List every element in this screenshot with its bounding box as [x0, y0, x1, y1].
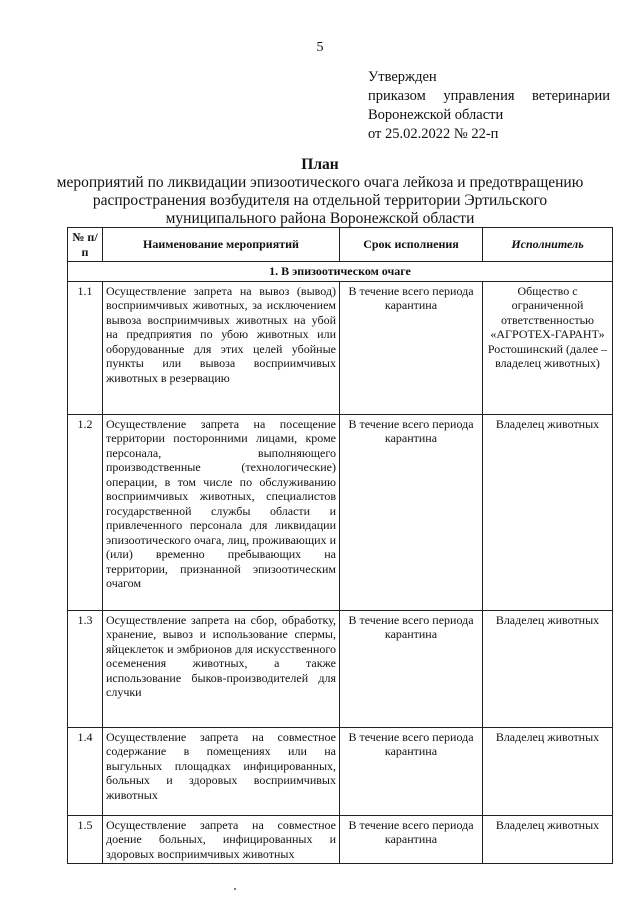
- table-row: [68, 281, 613, 414]
- section-row: [68, 262, 613, 282]
- row-num: 1.3: [68, 610, 103, 727]
- approval-line-3: Воронежской области: [368, 107, 504, 123]
- row-executor: Общество с ограниченной ответственностью «АГРОТЕХ-ГАРАНТ» Ростошинский (далее – владелец животных): [483, 281, 613, 414]
- row-desc: Осуществление запрета на совместное доение больных, инфицированных и здоровых восприимчивых животных: [103, 815, 340, 864]
- row-executor: Владелец животных: [483, 727, 613, 815]
- row-term: В течение всего периода карантина: [340, 610, 483, 727]
- row-num: 1.5: [68, 815, 103, 864]
- table-row: [68, 414, 613, 610]
- plan-table: [67, 227, 613, 864]
- approval-line-2: приказом управления ветеринарии: [368, 88, 610, 104]
- row-term: В течение всего периода карантина: [340, 727, 483, 815]
- row-term: В течение всего периода карантина: [340, 281, 483, 414]
- table-row: [68, 727, 613, 815]
- row-num: 1.2: [68, 414, 103, 610]
- plan-subtitle: мероприятий по ликвидации эпизоотического очага лейкоза и предотвращению распространения возбудителя на отдельной территории Эртильского муниципального района Воронежской области: [56, 174, 584, 227]
- scan-dot: [234, 888, 236, 890]
- approval-line-4: от 25.02.2022 № 22-п: [368, 126, 499, 142]
- row-num: 1.1: [68, 281, 103, 414]
- header-name: Наименование мероприятий: [103, 228, 340, 262]
- row-executor: Владелец животных: [483, 610, 613, 727]
- header-term: Срок исполнения: [340, 228, 483, 262]
- row-executor: Владелец животных: [483, 414, 613, 610]
- approval-block: [368, 68, 610, 144]
- table-row: [68, 610, 613, 727]
- table-header-row: [68, 228, 613, 262]
- section-title: 1. В эпизоотическом очаге: [68, 262, 613, 282]
- row-num: 1.4: [68, 727, 103, 815]
- header-executor: Исполнитель: [483, 228, 613, 262]
- row-term: В течение всего периода карантина: [340, 815, 483, 864]
- row-executor: Владелец животных: [483, 815, 613, 864]
- row-term: В течение всего периода карантина: [340, 414, 483, 610]
- page-number: 5: [316, 40, 324, 55]
- table-row: [68, 815, 613, 864]
- row-desc: Осуществление запрета на сбор, обработку, хранение, вывоз и использование спермы, яйцеклеток и эмбрионов для искусственного осеменения животных, а также использование быков-производителей для случки: [103, 610, 340, 727]
- row-desc: Осуществление запрета на посещение территории посторонними лицами, кроме персонала, выполняющего производственные (технологические) операции, в том числе по обслуживанию восприимчивых животных, специалистов государственной службы области и привлеченного персонала для ликвидации эпизоотического очага, лиц, проживающих и (или) временно пребывающих на территории, признанной эпизоотическим очагом: [103, 414, 340, 610]
- approval-line-1: Утвержден: [368, 69, 437, 85]
- header-num: № п/п: [68, 228, 103, 262]
- row-desc: Осуществление запрета на совместное содержание в помещениях или на выгульных площадках инфицированных, больных и здоровых восприимчивых животных: [103, 727, 340, 815]
- plan-title: План: [301, 156, 339, 173]
- row-desc: Осуществление запрета на вывоз (вывод) восприимчивых животных, за исключением вывоза восприимчивых животных на убой на предприятия по убою животных или оборудованные для этих целей убойные пункты или вывоза восприимчивых животных в резервацию: [103, 281, 340, 414]
